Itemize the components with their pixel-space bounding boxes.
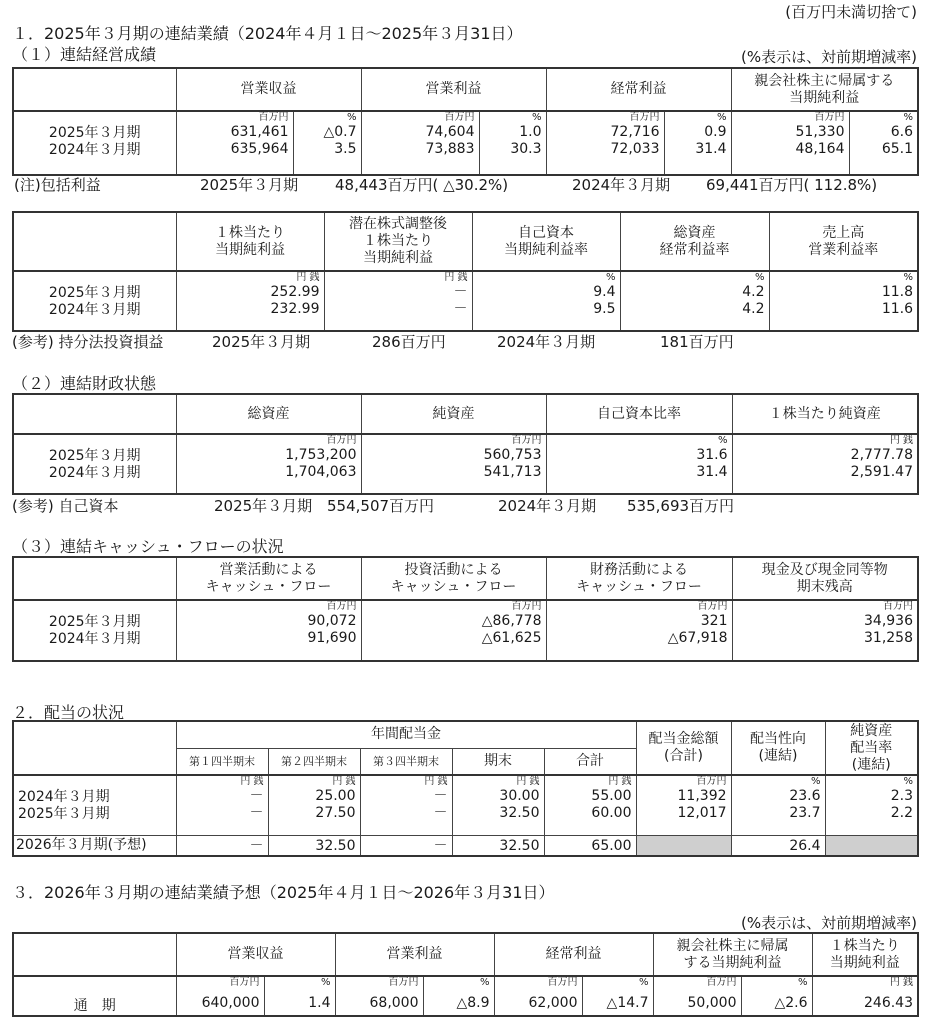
equity-value1: 554,507百万円 (327, 497, 435, 515)
header-blank (13, 68, 176, 111)
cell-doe: % 2.3 2.2 (825, 775, 918, 835)
section1-sub1-note: (%表示は、対前期増減率) (741, 48, 917, 66)
header-bps: １株当たり純資産 (732, 394, 918, 434)
cell-net-income: 百万円 50,000 (653, 976, 741, 1016)
header-ordinary-income: 経常利益 (546, 68, 731, 111)
header-roe: 自己資本 当期純利益率 (472, 212, 620, 271)
header-q1: 第１四半期末 (176, 748, 268, 775)
header-operating-income: 営業利益 (361, 68, 546, 111)
cell-net-income: 百万円 51,330 48,164 (731, 111, 849, 175)
section1-sub1-title: （１）連結経営成績 (12, 45, 157, 64)
cell-revenue: 百万円 631,461 635,964 (176, 111, 293, 175)
header-diluted-eps: 潜在株式調整後 １株当たり 当期純利益 (324, 212, 472, 271)
cell-op-income: 百万円 74,604 73,883 (361, 111, 479, 175)
cell-total: 円 銭 55.00 60.00 (544, 775, 636, 835)
cell-eps: 円 銭 246.43 (812, 976, 918, 1016)
cell-net-income-pct: % △2.6 (741, 976, 812, 1016)
dividends-table (12, 720, 919, 857)
header-year-end: 期末 (452, 748, 544, 775)
section3-note: (%表示は、対前期増減率) (741, 914, 917, 932)
header-cash-end: 現金及び現金同等物 期末残高 (732, 557, 918, 600)
header-ordinary-income: 経常利益 (494, 933, 653, 976)
cell-equity-ratio: % 31.6 31.4 (546, 434, 732, 494)
cell-ord-income-pct: % 0.9 31.4 (664, 111, 731, 175)
row-labels: 2025年３月期 2024年３月期 (13, 600, 176, 661)
header-operating-revenue: 営業収益 (176, 933, 335, 976)
forecast-table (12, 932, 919, 1017)
header-equity-ratio: 自己資本比率 (546, 394, 732, 434)
cell-total-dividends: 百万円 11,392 12,017 (636, 775, 731, 835)
cell-payout-ratio: % 23.6 23.7 (731, 775, 825, 835)
equity-period1: 2025年３月期 (214, 497, 313, 515)
equity-value2: 535,693百万円 (627, 497, 735, 515)
comprehensive-income-period2: 2024年３月期 (572, 176, 671, 194)
cell-year-end: 円 銭 30.00 32.50 (452, 775, 544, 835)
header-blank (13, 557, 176, 600)
header-operating-cf: 営業活動による キャッシュ・フロー (176, 557, 361, 600)
cell-op-income-pct: % 1.0 30.3 (479, 111, 546, 175)
row-labels: 2025年３月期 2024年３月期 (13, 434, 176, 494)
header-blank (13, 933, 176, 976)
row-labels: 2024年３月期 2025年３月期 (13, 775, 176, 835)
forecast-row: 2026年３月期(予想) － 32.50 － 32.50 65.00 26.4 (13, 835, 918, 856)
cell-financing-cf: 百万円 321 △67,918 (546, 600, 732, 661)
equity-label: (参考) 自己資本 (12, 497, 119, 515)
header-net-income-parent: 親会社株主に帰属する 当期純利益 (731, 68, 918, 111)
cell-bps: 円 銭 2,777.78 2,591.47 (732, 434, 918, 494)
header-financing-cf: 財務活動による キャッシュ・フロー (546, 557, 732, 600)
comprehensive-income-period1: 2025年３月期 (200, 176, 299, 194)
header-annual-dividend: 年間配当金 (176, 721, 636, 748)
cell-operating-margin: % 11.8 11.6 (769, 271, 918, 331)
header-operating-margin: 売上高 営業利益率 (769, 212, 918, 271)
cell-net-assets: 百万円 560,753 541,713 (361, 434, 546, 494)
header-operating-income: 営業利益 (335, 933, 494, 976)
section1-sub3-title: （３）連結キャッシュ・フローの状況 (12, 537, 284, 556)
cell-q2: 円 銭 25.00 27.50 (268, 775, 360, 835)
header-blank (13, 394, 176, 434)
header-doe: 純資産 配当率 (連結) (825, 721, 918, 775)
unit-note: (百万円未満切捨て) (785, 3, 917, 21)
header-roa: 総資産 経常利益率 (620, 212, 769, 271)
section3-title: ３．2026年３月期の連結業績予想（2025年４月１日～2026年３月31日） (12, 883, 555, 902)
header-q2: 第２四半期末 (268, 748, 360, 775)
row-labels: 2025年３月期 2024年３月期 (13, 271, 176, 331)
header-total: 合計 (544, 748, 636, 775)
cell-diluted-eps: 円 銭 － － (324, 271, 472, 331)
comprehensive-income-value2: 69,441百万円( 112.8%) (706, 176, 878, 194)
header-operating-revenue: 営業収益 (176, 68, 361, 111)
cell-q3: 円 銭 － － (360, 775, 452, 835)
cell-investing-cf: 百万円 △86,778 △61,625 (361, 600, 546, 661)
header-eps: １株当たり 当期純利益 (176, 212, 324, 271)
cash-flow-table (12, 556, 919, 662)
equity-method-value2: 181百万円 (660, 333, 734, 351)
equity-period2: 2024年３月期 (498, 497, 597, 515)
cell-ord-income-pct: % △14.7 (582, 976, 653, 1016)
cell-revenue-pct: % 1.4 (264, 976, 335, 1016)
equity-method-period1: 2025年３月期 (212, 333, 311, 351)
cell-revenue: 百万円 640,000 (176, 976, 264, 1016)
financial-position-table (12, 393, 919, 495)
section2-title: ２．配当の状況 (12, 703, 125, 722)
equity-method-value1: 286百万円 (372, 333, 446, 351)
operating-results-table (12, 67, 919, 176)
header-net-income-parent: 親会社株主に帰属 する当期純利益 (653, 933, 812, 976)
cell-operating-cf: 百万円 90,072 91,690 (176, 600, 361, 661)
header-net-assets: 純資産 (361, 394, 546, 434)
cell-ord-income: 百万円 72,716 72,033 (546, 111, 664, 175)
equity-method-label: (参考) 持分法投資損益 (12, 333, 164, 351)
equity-method-period2: 2024年３月期 (497, 333, 596, 351)
header-payout-ratio: 配当性向 (連結) (731, 721, 825, 775)
header-total-assets: 総資産 (176, 394, 361, 434)
cell-forecast-doe-na (825, 835, 918, 856)
cell-revenue-pct: % △0.7 3.5 (293, 111, 361, 175)
header-investing-cf: 投資活動による キャッシュ・フロー (361, 557, 546, 600)
section1-sub2-title: （２）連結財政状態 (12, 374, 157, 393)
row-label-full-year: 通 期 (13, 976, 176, 1016)
header-blank (13, 721, 176, 775)
per-share-ratios-table (12, 211, 919, 332)
row-labels: 2025年３月期 2024年３月期 (13, 111, 176, 175)
cell-op-income: 百万円 68,000 (335, 976, 423, 1016)
cell-roe: % 9.4 9.5 (472, 271, 620, 331)
row-label-forecast: 2026年３月期(予想) (13, 835, 176, 856)
header-eps: １株当たり 当期純利益 (812, 933, 918, 976)
comprehensive-income-label: (注)包括利益 (14, 176, 101, 194)
header-blank (13, 212, 176, 271)
cell-roa: % 4.2 4.2 (620, 271, 769, 331)
cell-eps: 円 銭 252.99 232.99 (176, 271, 324, 331)
header-total-dividends: 配当金総額 (合計) (636, 721, 731, 775)
cell-ord-income: 百万円 62,000 (494, 976, 582, 1016)
cell-net-income-pct: % 6.6 65.1 (849, 111, 918, 175)
comprehensive-income-value1: 48,443百万円( △30.2%) (335, 176, 509, 194)
cell-forecast-total-dividends-na (636, 835, 731, 856)
cell-q1: 円 銭 － － (176, 775, 268, 835)
cell-total-assets: 百万円 1,753,200 1,704,063 (176, 434, 361, 494)
header-q3: 第３四半期末 (360, 748, 452, 775)
cell-op-income-pct: % △8.9 (423, 976, 494, 1016)
cell-cash-end: 百万円 34,936 31,258 (732, 600, 918, 661)
section1-title: １．2025年３月期の連結業績（2024年４月１日～2025年３月31日） (12, 24, 523, 43)
